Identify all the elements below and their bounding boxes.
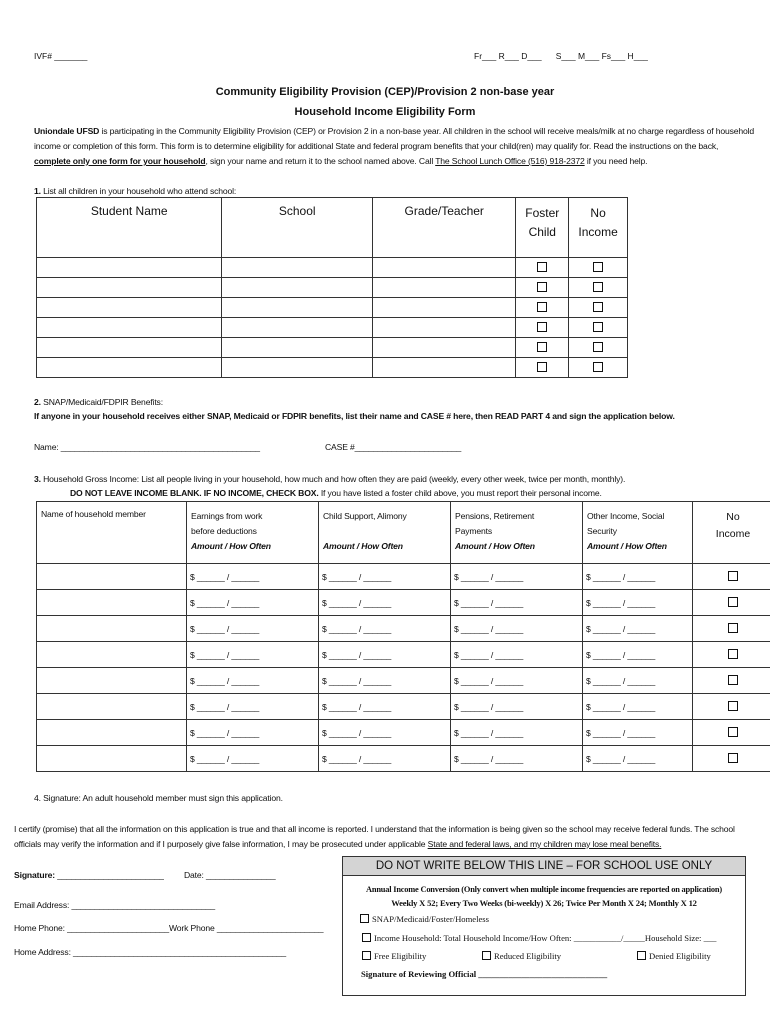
amount-how-often: Amount / How Often [587, 541, 667, 551]
signature-line: _______________________ [57, 870, 164, 880]
pension-input[interactable]: $ ______ / ______ [451, 642, 583, 668]
col-income-no-income [693, 502, 770, 564]
no-income-checkbox[interactable] [728, 701, 738, 711]
no-income-label-1: No [590, 206, 606, 220]
foster-checkbox[interactable] [537, 262, 547, 272]
table-row [37, 338, 628, 358]
no-income-cell [693, 564, 770, 590]
child-support-input[interactable]: $ ______ / ______ [319, 720, 451, 746]
signature-label: Signature: [14, 870, 58, 880]
pension-input[interactable]: $ ______ / ______ [451, 668, 583, 694]
no-income-cell [693, 590, 770, 616]
no-income-cell [569, 318, 628, 338]
grade-input[interactable] [373, 338, 516, 358]
school-use-header: DO NOT WRITE BELOW THIS LINE – FOR SCHOOL USE ONLY [343, 857, 745, 876]
school-lunch-contact: The School Lunch Office (516) 918-2372 [435, 156, 585, 166]
table-row [37, 318, 628, 338]
child-support-input[interactable]: $ ______ / ______ [319, 616, 451, 642]
foster-cell [516, 278, 569, 298]
grade-input[interactable] [373, 318, 516, 338]
no-income-checkbox[interactable] [728, 675, 738, 685]
reduced-checkbox[interactable] [482, 951, 491, 960]
no-income-cell [693, 746, 770, 772]
other-income-label-2: Security [587, 526, 617, 536]
table-row [37, 616, 770, 642]
income-table [36, 501, 770, 772]
snap-case-field[interactable]: CASE #_______________________ [325, 442, 462, 452]
amount-how-often: Amount / How Often [455, 541, 535, 551]
foster-label-1: Foster [525, 206, 560, 220]
part1-text: List all children in your household who attend school: [40, 186, 237, 196]
reduced-label: Reduced Eligibility [494, 951, 562, 961]
certify-laws: State and federal laws, and my children may lose meal benefits. [427, 839, 662, 849]
income-household-checkbox[interactable] [362, 933, 371, 942]
table-row [37, 590, 770, 616]
student-name-input[interactable] [37, 318, 222, 338]
table-row [37, 298, 628, 318]
col-foster-child [516, 198, 569, 258]
foster-checkbox[interactable] [537, 282, 547, 292]
foster-checkbox[interactable] [537, 342, 547, 352]
earnings-input[interactable]: $ ______ / ______ [187, 720, 319, 746]
table-row [37, 358, 628, 378]
income-household-option [362, 933, 745, 943]
pensions-label-2: Payments [455, 526, 493, 536]
reviewing-official-signature[interactable]: Signature of Reviewing Official ______________________________ [361, 969, 608, 979]
certification-text [14, 822, 754, 852]
part3-label [34, 474, 625, 484]
children-table [36, 197, 628, 378]
table-row [37, 668, 770, 694]
other-income-input[interactable]: $ ______ / ______ [583, 642, 693, 668]
intro-text-2: , sign your name and return it to the school named above. Call [205, 156, 436, 166]
part2-instruction: If anyone in your household receives either SNAP, Medicaid or FDPIR benefits, list their name and CASE # here, then READ PART 4 and sign the application below. [34, 411, 675, 421]
col-no-income [569, 198, 628, 258]
no-income-checkbox[interactable] [728, 753, 738, 763]
denied-option [637, 951, 711, 961]
ivf-number[interactable]: IVF# _______ [34, 51, 88, 61]
form-title-line1: Community Eligibility Provision (CEP)/Provision 2 non-base year [215, 86, 555, 98]
earnings-input[interactable]: $ ______ / ______ [187, 694, 319, 720]
signature-field[interactable] [14, 870, 164, 880]
col-grade-teacher: Grade/Teacher [373, 198, 516, 258]
child-support-input[interactable]: $ ______ / ______ [319, 564, 451, 590]
part3-warning [70, 488, 602, 498]
no-income-checkbox[interactable] [593, 302, 603, 312]
snap-name-field[interactable]: Name: ___________________________________________ [34, 442, 260, 452]
grade-input[interactable] [373, 298, 516, 318]
foster-checkbox[interactable] [537, 322, 547, 332]
col-household-member: Name of household member [37, 502, 187, 564]
col-school: School [222, 198, 373, 258]
no-income-cell [569, 298, 628, 318]
no-income-checkbox[interactable] [728, 623, 738, 633]
denied-label: Denied Eligibility [649, 951, 711, 961]
member-name-input[interactable] [37, 694, 187, 720]
other-income-input[interactable]: $ ______ / ______ [583, 720, 693, 746]
col-pensions [451, 502, 583, 564]
pension-input[interactable]: $ ______ / ______ [451, 564, 583, 590]
foster-cell [516, 358, 569, 378]
child-support-input[interactable]: $ ______ / ______ [319, 642, 451, 668]
part2-number: 2. [34, 397, 41, 407]
foster-label-2: Child [528, 225, 556, 239]
eligibility-codes[interactable]: Fr___ R___ D___ S___ M___ Fs___ H___ [474, 51, 648, 61]
no-income-label-2: Income [578, 225, 618, 239]
earnings-label-2: before deductions [191, 526, 257, 536]
part4-label: 4. Signature: An adult household member must sign this application. [34, 793, 283, 803]
student-name-input[interactable] [37, 278, 222, 298]
table-row [37, 694, 770, 720]
foster-checkbox[interactable] [537, 362, 547, 372]
no-income-cell [569, 258, 628, 278]
free-label: Free Eligibility [374, 951, 427, 961]
part2-label [34, 397, 163, 407]
one-form-emphasis: complete only one form for your household [34, 156, 206, 166]
col-child-support [319, 502, 451, 564]
foster-cell [516, 318, 569, 338]
free-checkbox[interactable] [362, 951, 371, 960]
member-name-input[interactable] [37, 590, 187, 616]
school-input[interactable] [222, 278, 373, 298]
district-name: Uniondale UFSD [34, 126, 100, 136]
other-income-input[interactable]: $ ______ / ______ [583, 590, 693, 616]
no-income-cell [569, 278, 628, 298]
no-income-label-1: No [726, 511, 740, 523]
member-name-input[interactable] [37, 642, 187, 668]
foster-income-note: If you have listed a foster child above, you must report their personal income. [318, 488, 602, 498]
foster-cell [516, 298, 569, 318]
email-field[interactable]: Email Address: _______________________________ [14, 900, 215, 910]
no-income-checkbox[interactable] [593, 282, 603, 292]
no-income-checkbox[interactable] [593, 362, 603, 372]
no-income-cell [693, 720, 770, 746]
student-name-input[interactable] [37, 298, 222, 318]
no-income-cell [693, 668, 770, 694]
child-support-input[interactable]: $ ______ / ______ [319, 746, 451, 772]
foster-cell [516, 258, 569, 278]
other-income-input[interactable]: $ ______ / ______ [583, 616, 693, 642]
reduced-option [482, 951, 561, 961]
income-table-header [37, 502, 770, 564]
student-name-input[interactable] [37, 358, 222, 378]
no-income-checkbox[interactable] [593, 342, 603, 352]
no-income-cell [693, 642, 770, 668]
col-student-name: Student Name [37, 198, 222, 258]
school-use-box [342, 856, 746, 996]
amount-how-often: Amount / How Often [191, 541, 271, 551]
date-label: Date: [184, 870, 207, 880]
no-income-checkbox[interactable] [593, 322, 603, 332]
other-income-input[interactable]: $ ______ / ______ [583, 564, 693, 590]
no-income-checkbox[interactable] [593, 262, 603, 272]
part3-number: 3. [34, 474, 41, 484]
intro-paragraph [34, 124, 756, 169]
no-income-checkbox[interactable] [728, 571, 738, 581]
phone-fields[interactable]: Home Phone: ______________________Work Phone _______________________ [14, 923, 324, 933]
no-income-label-2: Income [715, 528, 751, 540]
grade-input[interactable] [373, 258, 516, 278]
part1-label [34, 186, 236, 196]
pension-input[interactable]: $ ______ / ______ [451, 616, 583, 642]
date-field[interactable] [184, 870, 275, 880]
member-name-input[interactable] [37, 668, 187, 694]
other-income-input[interactable]: $ ______ / ______ [583, 668, 693, 694]
table-row [37, 720, 770, 746]
amount-how-often: Amount / How Often [323, 541, 403, 551]
other-income-input[interactable]: $ ______ / ______ [583, 694, 693, 720]
school-input[interactable] [222, 318, 373, 338]
intro-text-3: if you need help. [584, 156, 648, 166]
school-input[interactable] [222, 258, 373, 278]
child-support-input[interactable]: $ ______ / ______ [319, 590, 451, 616]
pension-input[interactable]: $ ______ / ______ [451, 694, 583, 720]
children-table-header [37, 198, 628, 258]
col-other-income [583, 502, 693, 564]
earnings-input[interactable]: $ ______ / ______ [187, 564, 319, 590]
free-option [362, 951, 426, 961]
earnings-input[interactable]: $ ______ / ______ [187, 590, 319, 616]
school-input[interactable] [222, 338, 373, 358]
eligibility-options [362, 951, 745, 962]
snap-option [360, 914, 745, 924]
part1-number: 1. [34, 186, 41, 196]
foster-checkbox[interactable] [537, 302, 547, 312]
snap-checkbox[interactable] [360, 914, 369, 923]
child-support-input[interactable]: $ ______ / ______ [319, 694, 451, 720]
col-earnings [187, 502, 319, 564]
grade-input[interactable] [373, 358, 516, 378]
child-support-input[interactable]: $ ______ / ______ [319, 668, 451, 694]
student-name-input[interactable] [37, 258, 222, 278]
denied-checkbox[interactable] [637, 951, 646, 960]
other-income-label-1: Other Income, Social [587, 511, 665, 521]
form-title-line2: Household Income Eligibility Form [294, 106, 476, 118]
school-input[interactable] [222, 358, 373, 378]
no-income-cell [693, 694, 770, 720]
child-support-label: Child Support, Alimony [323, 511, 407, 521]
part3-text: Household Gross Income: List all people living in your household, how much and how often they are paid (weekly, every other week, twice per month, monthly). [40, 474, 626, 484]
other-income-input[interactable]: $ ______ / ______ [583, 746, 693, 772]
grade-input[interactable] [373, 278, 516, 298]
snap-label: SNAP/Medicaid/Foster/Homeless [372, 914, 489, 924]
pension-input[interactable]: $ ______ / ______ [451, 746, 583, 772]
foster-cell [516, 338, 569, 358]
income-household-label: Income Household: Total Household Income/How Often: ___________/_____Household Size: ___ [374, 933, 717, 943]
member-name-input[interactable] [37, 720, 187, 746]
member-name-input[interactable] [37, 746, 187, 772]
no-income-checkbox[interactable] [728, 727, 738, 737]
certify-text: I certify (promise) that all the information on this application is true and that all income is reported. I understand that the information is being given so the school may receive federal funds. The school officials may verify the information and if I purposely give false information, I may be prosecuted under applicable [14, 824, 735, 849]
table-row [37, 564, 770, 590]
intro-text: is participating in the Community Eligibility Provision (CEP) or Provision 2 in a non-base year. All children in the school will receive meals/milk at no charge regardless of household income or completion of this form. This form is to determine eligibility for additional State and federal program benefits that your child(ren) may qualify for. Read the instructions on the back, [34, 126, 755, 151]
earnings-input[interactable]: $ ______ / ______ [187, 668, 319, 694]
earnings-input[interactable]: $ ______ / ______ [187, 642, 319, 668]
pension-input[interactable]: $ ______ / ______ [451, 590, 583, 616]
earnings-input[interactable]: $ ______ / ______ [187, 616, 319, 642]
member-name-input[interactable] [37, 616, 187, 642]
no-income-cell [569, 338, 628, 358]
income-conversion-title: Annual Income Conversion (Only convert when multiple income frequencies are reported on application) [366, 885, 722, 894]
no-income-checkbox[interactable] [728, 597, 738, 607]
table-row [37, 642, 770, 668]
no-income-checkbox[interactable] [728, 649, 738, 659]
income-conversion-rates: Weekly X 52; Every Two Weeks (bi-weekly) X 26; Twice Per Month X 24; Monthly X 12 [391, 898, 697, 908]
home-address-field[interactable]: Home Address: ______________________________________________ [14, 947, 286, 957]
part2-text: SNAP/Medicaid/FDPIR Benefits: [40, 397, 163, 407]
no-blank-warning: DO NOT LEAVE INCOME BLANK. IF NO INCOME, CHECK BOX. [70, 488, 319, 498]
table-row [37, 258, 628, 278]
student-name-input[interactable] [37, 338, 222, 358]
earnings-input[interactable]: $ ______ / ______ [187, 746, 319, 772]
date-line: _______________ [206, 870, 276, 880]
table-row [37, 278, 628, 298]
no-income-cell [569, 358, 628, 378]
school-input[interactable] [222, 298, 373, 318]
pensions-label-1: Pensions, Retirement [455, 511, 535, 521]
member-name-input[interactable] [37, 564, 187, 590]
earnings-label-1: Earnings from work [191, 511, 263, 521]
table-row [37, 746, 770, 772]
no-income-cell [693, 616, 770, 642]
pension-input[interactable]: $ ______ / ______ [451, 720, 583, 746]
